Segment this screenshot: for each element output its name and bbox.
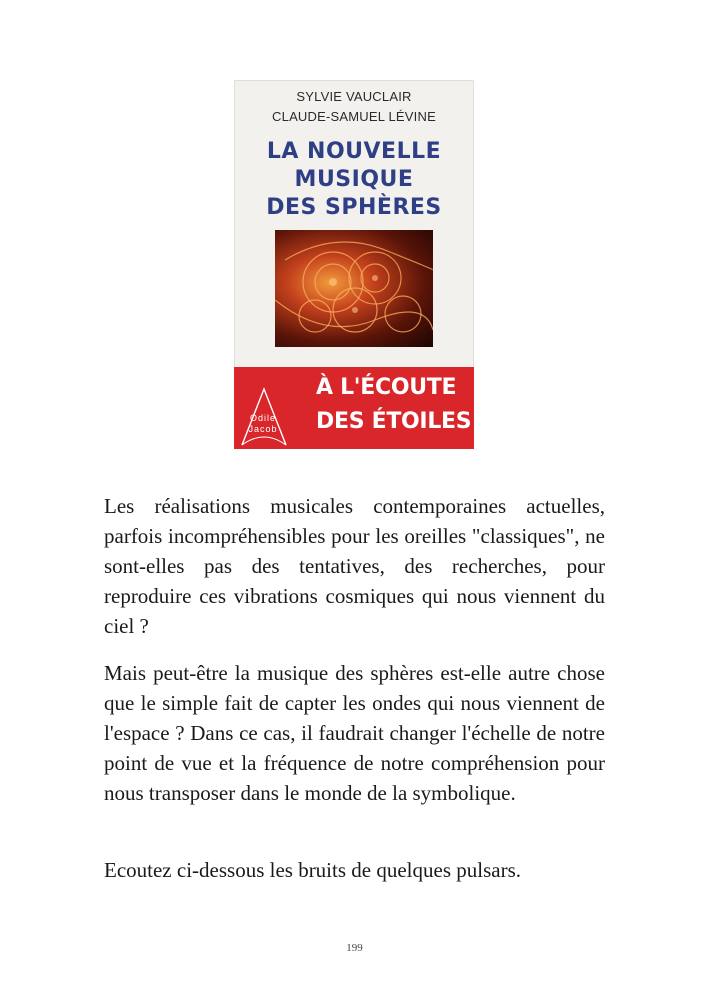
publisher-logo-icon (234, 367, 304, 449)
publisher-name-line-2: Jacob (248, 424, 278, 434)
paragraph-2: Mais peut-être la musique des sphères est-elle autre chose que le simple fait de capter les ondes qui nous viennent de l'espace ? Dans ce cas, il faudrait changer l'échelle de notre point de vue et la fréquence de notre compréhension pour nous transposer dans le monde de la symbolique. (104, 661, 605, 805)
cover-title-line-3: DES SPHÈRES (266, 195, 442, 220)
cover-author-2: CLAUDE-SAMUEL LÉVINE (272, 109, 436, 124)
book-cover (234, 80, 474, 449)
cover-subtitle-line-2: DES ÉTOILES (316, 409, 472, 434)
paragraph-3: Ecoutez ci-dessous les bruits de quelques pulsars. (104, 858, 521, 882)
cover-author-1: SYLVIE VAUCLAIR (296, 89, 412, 104)
cover-fractal-image (275, 230, 433, 347)
page-number: 199 (346, 942, 363, 954)
cover-title-line-1: LA NOUVELLE (266, 139, 442, 164)
cover-subtitle-line-1: À L'ÉCOUTE (316, 375, 457, 400)
cover-red-band (234, 367, 474, 449)
paragraph-1: Les réalisations musicales contemporaines actuelles, parfois incompréhensibles pour les oreilles "classiques", ne sont-elles pas des tentatives, des recherches, pour reproduire ces vibrations cosmiques qui nous viennent du ciel ? (104, 494, 605, 638)
cover-title-line-2: MUSIQUE (294, 167, 414, 192)
publisher-name-line-1: Odile (249, 413, 276, 423)
